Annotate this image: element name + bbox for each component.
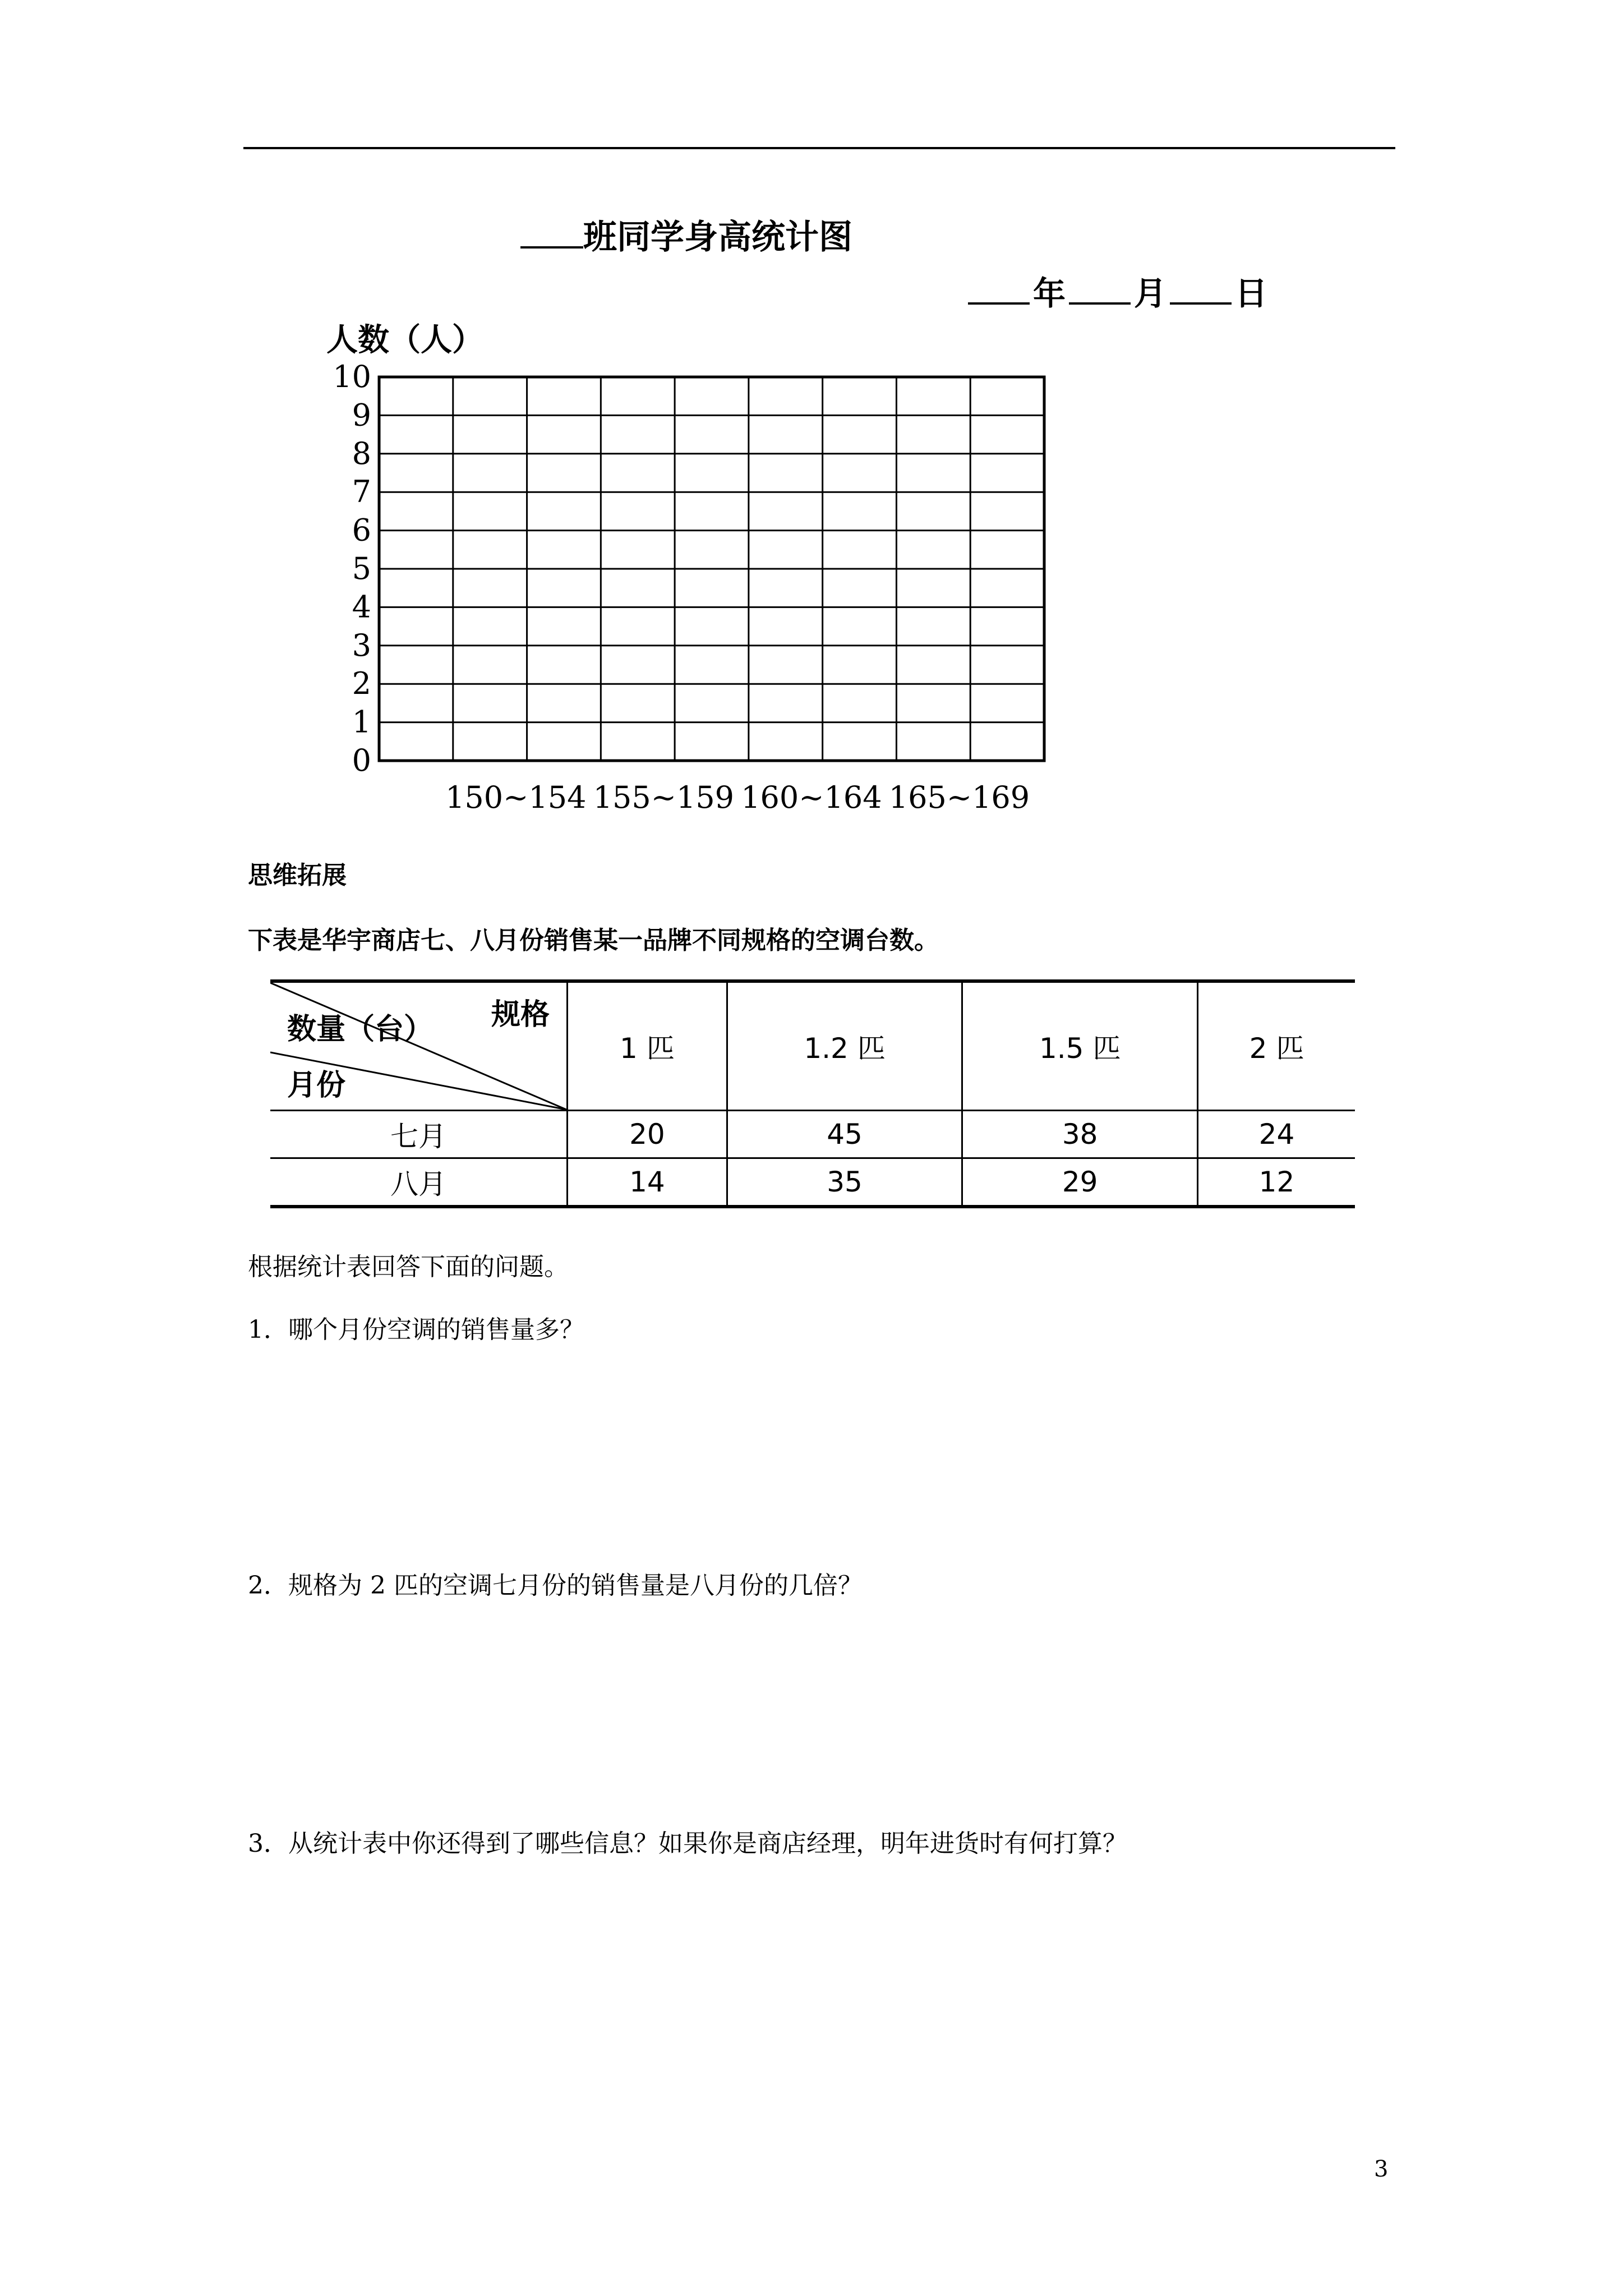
table-cell: 45 <box>727 1111 962 1158</box>
column-header: 1.2 匹 <box>727 981 962 1111</box>
x-tick-labels <box>445 780 1030 815</box>
class-blank <box>520 213 583 249</box>
x-tick-label: 160~164 <box>741 780 882 815</box>
table-cell: 38 <box>962 1111 1198 1158</box>
y-tick-label: 4 <box>352 589 371 625</box>
day-blank <box>1170 269 1232 305</box>
header-rule <box>243 147 1395 149</box>
corner-spec-label: 规格 <box>491 998 550 1032</box>
y-tick-label: 0 <box>352 743 371 778</box>
column-header: 1.5 匹 <box>962 981 1198 1111</box>
date-year-label: 年 <box>1033 274 1066 312</box>
chart-date <box>968 268 1271 319</box>
table-cell: 35 <box>727 1158 962 1207</box>
height-bar-chart-grid <box>314 359 1099 819</box>
question-2: 2．规格为 2 匹的空调七月份的销售量是八月份的几倍？ <box>248 1571 863 1600</box>
corner-quantity-label: 数量（台） <box>287 1013 434 1046</box>
page-number: 3 <box>1374 2156 1389 2182</box>
y-tick-label: 8 <box>352 435 371 471</box>
corner-month-label: 月份 <box>287 1069 346 1102</box>
chart-title-text: 班同学身高统计图 <box>583 218 852 257</box>
y-tick-labels <box>333 359 371 778</box>
y-tick-label: 7 <box>352 474 371 510</box>
year-blank <box>968 269 1030 305</box>
date-month-label: 月 <box>1134 274 1167 312</box>
table-header-row <box>270 981 1355 1111</box>
section-heading: 思维拓展 <box>248 861 347 890</box>
table-cell: 24 <box>1197 1111 1355 1158</box>
table-corner-cell <box>270 981 568 1111</box>
column-header: 2 匹 <box>1197 981 1355 1111</box>
y-tick-label: 6 <box>352 512 371 548</box>
y-tick-label: 5 <box>352 551 371 586</box>
row-label: 七月 <box>270 1111 568 1158</box>
chart-title <box>520 212 852 263</box>
month-blank <box>1069 269 1131 305</box>
y-axis-label: 人数（人） <box>326 322 483 358</box>
table-cell: 20 <box>568 1111 727 1158</box>
table-intro: 下表是华宇商店七、八月份销售某一品牌不同规格的空调台数。 <box>248 926 939 955</box>
date-day-label: 日 <box>1235 274 1268 312</box>
x-tick-label: 150~154 <box>445 780 587 815</box>
x-tick-label: 155~159 <box>593 780 735 815</box>
table-cell: 29 <box>962 1158 1198 1207</box>
question-3: 3．从统计表中你还得到了哪些信息？如果你是商店经理，明年进货时有何打算？ <box>248 1829 1127 1858</box>
y-tick-label: 2 <box>352 666 371 702</box>
table-row <box>270 1111 1355 1158</box>
x-tick-label: 165~169 <box>888 780 1030 815</box>
table-cell: 14 <box>568 1158 727 1207</box>
questions-lead: 根据统计表回答下面的问题。 <box>248 1253 569 1281</box>
table-cell: 12 <box>1197 1158 1355 1207</box>
y-tick-label: 1 <box>352 704 371 740</box>
y-tick-label: 3 <box>352 627 371 663</box>
question-1: 1．哪个月份空调的销售量多？ <box>248 1315 584 1344</box>
table-row <box>270 1158 1355 1207</box>
y-tick-label: 10 <box>333 359 371 394</box>
chart-grid <box>379 377 1044 761</box>
y-tick-label: 9 <box>352 397 371 433</box>
row-label: 八月 <box>270 1158 568 1207</box>
column-header: 1 匹 <box>568 981 727 1111</box>
sales-table <box>270 979 1355 1208</box>
